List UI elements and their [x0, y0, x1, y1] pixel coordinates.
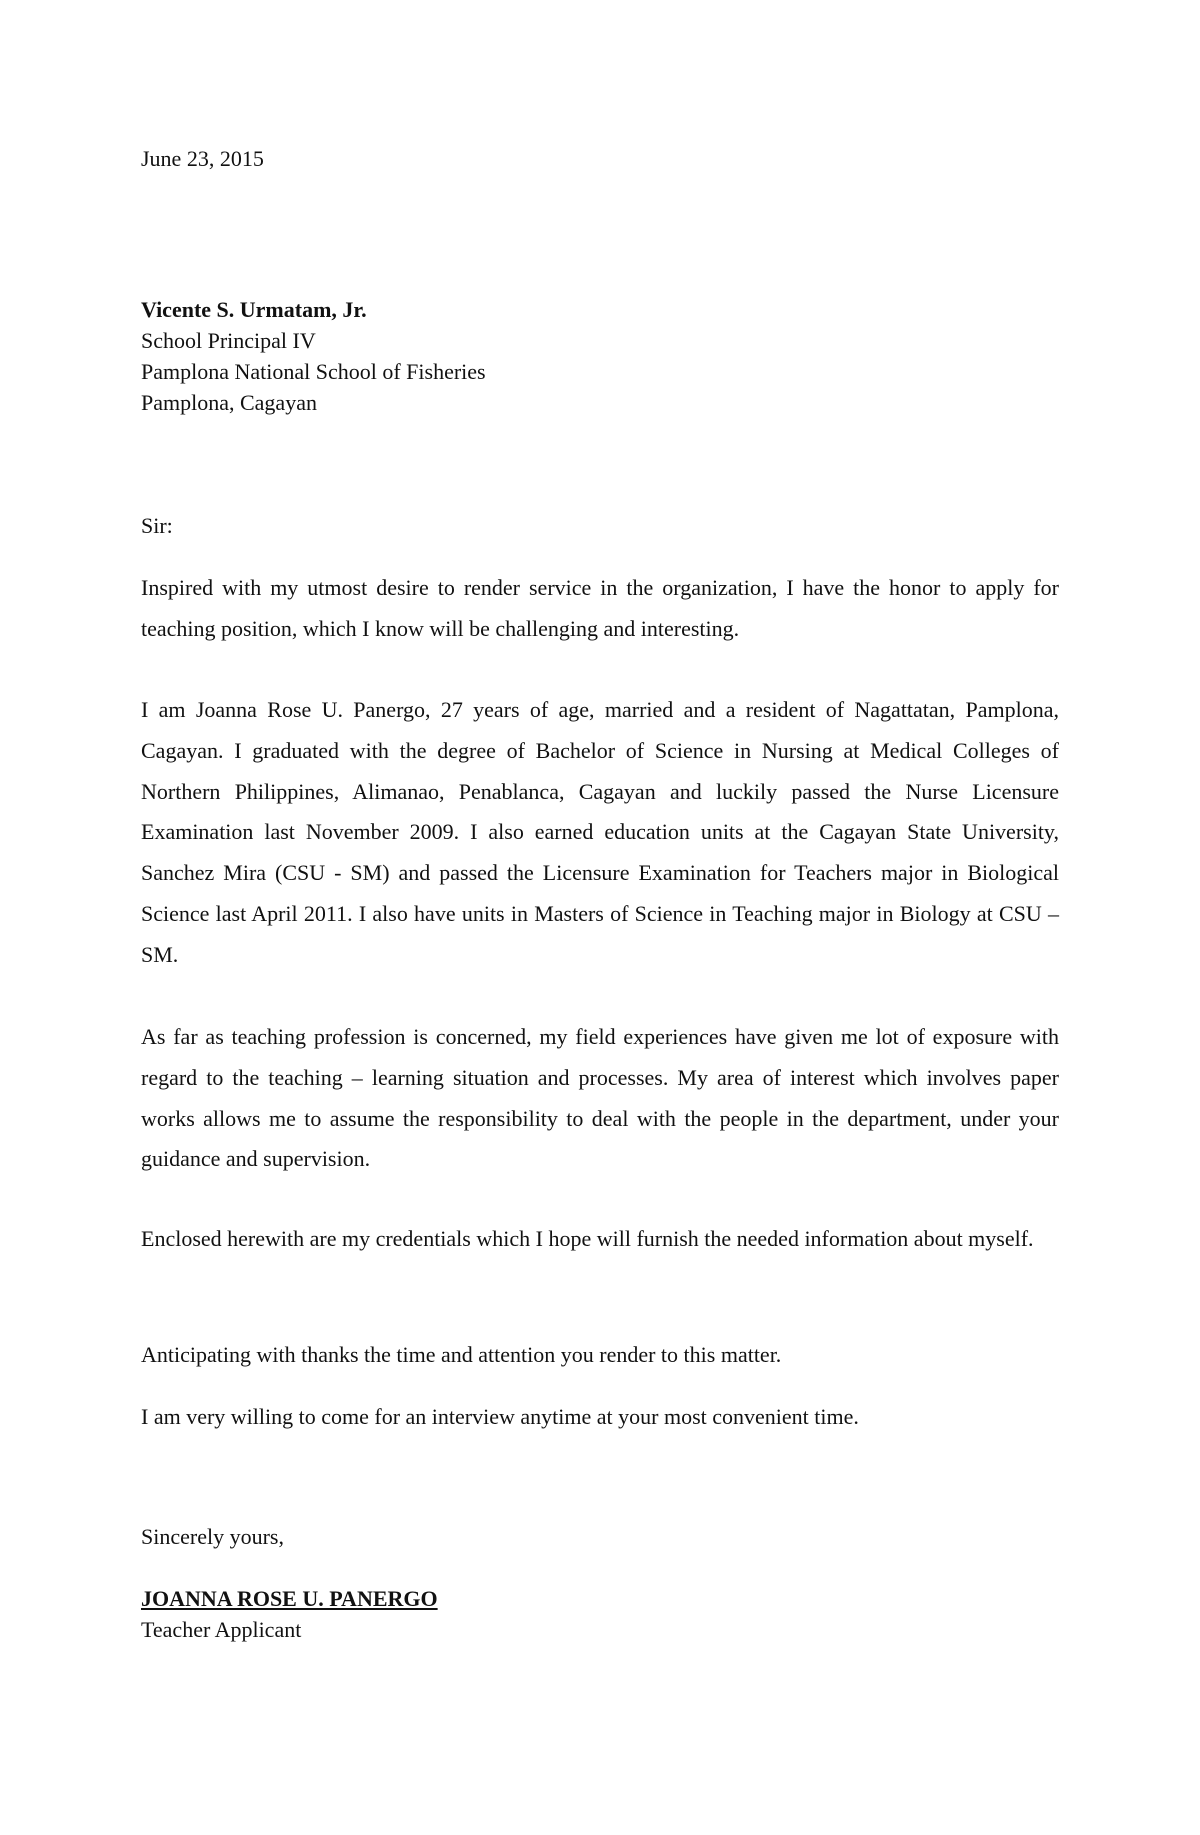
body-paragraph-6: I am very willing to come for an interview anytime at your most convenient time. — [141, 1404, 859, 1429]
closing: Sincerely yours, — [141, 1524, 284, 1549]
body-paragraph-3: As far as teaching profession is concerned, my field experiences have given me lot of exposure with regard to the teaching – learning situation and processes. My area of interest which involves paper works allows me to assume the responsibility to deal with the people in the department, under your guidance and supervision. — [141, 1024, 1059, 1172]
signer-role: Teacher Applicant — [141, 1617, 302, 1642]
signature-block — [141, 1583, 1059, 1645]
recipient-name: Vicente S. Urmatam, Jr. — [141, 297, 367, 322]
recipient-title: School Principal IV — [141, 328, 316, 353]
body-paragraph-4: Enclosed herewith are my credentials which I hope will furnish the needed information about myself. — [141, 1226, 1034, 1251]
body-paragraph-2: I am Joanna Rose U. Panergo, 27 years of age, married and a resident of Nagattatan, Pamplona, Cagayan. I graduated with the degree of Bachelor of Science in Nursing at Medical Colleges of Northern Philippines, Alimanao, Penablanca, Cagayan and luckily passed the Nurse Licensure Examination last November 2009. I also earned education units at the Cagayan State University, Sanchez Mira (CSU - SM) and passed the Licensure Examination for Teachers major in Biological Science last April 2011. I also have units in Masters of Science in Teaching major in Biology at CSU – SM. — [141, 697, 1059, 967]
body-paragraph-5: Anticipating with thanks the time and attention you render to this matter. — [141, 1342, 782, 1367]
recipient-organization: Pamplona National School of Fisheries — [141, 359, 486, 384]
recipient-address — [141, 294, 1059, 418]
signer-name: JOANNA ROSE U. PANERGO — [141, 1586, 438, 1611]
body-paragraph-1: Inspired with my utmost desire to render service in the organization, I have the honor to apply for teaching position, which I know will be challenging and interesting. — [141, 575, 1059, 641]
recipient-location: Pamplona, Cagayan — [141, 390, 317, 415]
salutation: Sir: — [141, 513, 173, 538]
letter-date: June 23, 2015 — [141, 146, 264, 171]
